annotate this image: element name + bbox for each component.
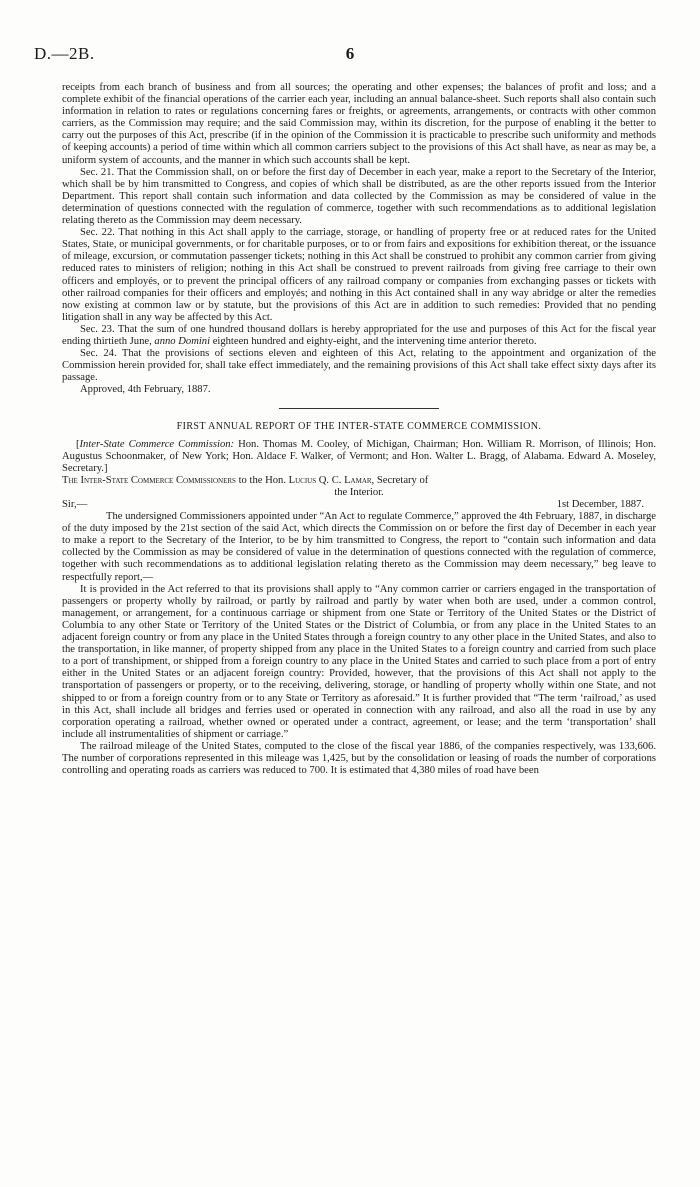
report-paragraph-2: It is provided in the Act referred to that its provisions shall apply to “Any common carrier or carriers engaged in the transportation of passengers or property wholly by railroad, or partly by railroad and partly by water when both are used, under a common control, management, or arrangement, for a continuous carriage or shipment from one State or Territory of the United States or the District of Columbia to any other State or Territory of the United States or the District of Columbia, or from any place in the United States to an adjacent foreign country or from any place in the United States through a foreign country to any other place in the United States, and also to the transportation, in like manner, of property shipped from any place in the United States to a foreign country and carried from such place to a port of transhipment, or shipped from a foreign country to any place in the United States and carried to such place from a port of entry either in the United States or an adjacent foreign country: Provided, however, that the provisions of this Act shall not apply to the transportation of passengers or property, or to the receiving, delivering, storage, or handling of property wholly within one State, and not shipped to or from a foreign country from or to any State or Territory as aforesaid.” It is further provided that “The term ‘railroad,’ as used in this Act, shall include all bridges and ferries used or operated in connection with any railroad, and also all the road in use by any corporation operating a railroad, whether owned or operated under a contract, agreement, or lease; and the term ‘transportation’ shall include all instrumentalities of shipment or carriage.” — [62, 583, 656, 740]
report-date: 1st December, 1887. — [556, 499, 644, 510]
report-paragraph-1: The undersigned Commissioners appointed under “An Act to regulate Commerce,” approved the 4th February, 1887, in discharge of the duty imposed by the 21st section of the said Act, which directs the Commission on or before the first day of December in each year to make a report to the Secretary of the Interior, to be by him transmitted to Congress, the report to “contain such information and data collected by the Commission as may be considered of value in the determination of questions connected with the regulation of commerce, together with such recommendations as to additional legislation relating thereto as the Commission may deem necessary,” beg leave to respectfully report,— — [62, 511, 656, 583]
address-from: The Inter-State Commerce Commissioners — [62, 474, 236, 486]
section-23-text-a: Sec. 23. That the sum of one hundred thousand dollars is hereby appropriated for the use and purposes of this Act for the fiscal year ending thirtieth June, — [62, 323, 656, 347]
document-body — [62, 82, 656, 777]
report-address — [62, 475, 656, 487]
section-21: Sec. 21. That the Commission shall, on or before the first day of December in each year, make a report to the Secretary of the Interior, which shall be by him transmitted to Congress, and copies of which shall be distributed, as are the other reports issued from the Interior Department. This report shall contain such information and data collected by the Commission as may be considered of value in the determination of questions connected with the regulation of commerce, together with such recommendations as to additional legislation relating thereto as the Commission may deem necessary. — [62, 166, 656, 227]
report-paragraph-3: The railroad mileage of the United States, computed to the close of the fiscal year 1886, of the companies respectively, was 133,606. The number of corporations represented in this mileage was 1,425, but by the consolidation or leasing of roads the number of corporations controlling and operating roads as carriers was reduced to 700. It is estimated that 4,380 miles of road have been — [62, 740, 656, 777]
continued-paragraph: receipts from each branch of business and from all sources; the operating and other expenses; the balances of profit and loss; and a complete exhibit of the financial operations of the carrier each year, including an annual balance-sheet. Such reports shall also contain such information in relation to rates or regulations concerning fares or freights, or agreements, arrangements, or contracts with other common carriers, as the Commission may require; and the said Commission may, within its discretion, for the purpose of enabling it the better to carry out the purposes of this Act, prescribe (if in the opinion of the Commission it is practicable to prescribe such uniformity and methods of keeping accounts) a period of time within which all common carriers subject to the provisions of this Act shall have, as near as may be, a uniform system of accounts, and the manner in which such accounts shall be kept. — [62, 82, 656, 166]
section-24: Sec. 24. That the provisions of sections eleven and eighteen of this Act, relating to the appointment and organization of the Commission herein provided for, shall take effect immediately, and the remaining provisions of this Act shall take effect sixty days after its passage. — [62, 348, 656, 384]
address-to-word: to the Hon. — [238, 474, 286, 486]
approval-line: Approved, 4th February, 1887. — [80, 384, 211, 396]
section-23 — [62, 324, 656, 348]
page-number: 6 — [345, 44, 355, 63]
section-23-italic: anno Domini — [154, 335, 211, 347]
report-title: FIRST ANNUAL REPORT OF THE INTER-STATE COMMERCE COMMISSION. — [176, 421, 542, 433]
address-line1-end: Secretary of — [376, 474, 429, 486]
document-reference: D.—2B. — [34, 44, 95, 63]
salutation-line — [62, 499, 656, 511]
commission-open-bracket: [ — [76, 438, 80, 450]
page-header — [34, 44, 666, 70]
address-name: Lucius Q. C. Lamar, — [288, 474, 375, 486]
commission-member-list: Hon. Thomas M. Cooley, of Michigan, Chairman; Hon. William R. Morrison, of Illinois; Hon. Augustus Schoonmaker, of New York; Hon. Aldace F. Walker, of Vermont; and Hon. Walter L. Bragg, of Alabama. Edward A. Moseley, Secretary.] — [62, 438, 656, 474]
salutation: Sir,— — [62, 499, 88, 510]
section-22: Sec. 22. That nothing in this Act shall apply to the carriage, storage, or handling of property free or at reduced rates for the United States, State, or municipal governments, or for charitable purposes, or to or from fairs and expositions for exhibition thereat, or the issuance of mileage, excursion, or commutation passenger tickets; nothing in this Act shall be construed to prohibit any common carrier from giving reduced rates to ministers of religion; nothing in this Act shall be construed to prevent railroads from giving free carriage to their own officers and employés, or to prevent the principal officers of any railroad company or companies from exchanging passes or tickets with other railroad companies for their officers and employés; and nothing in this Act contained shall in any way abridge or alter the remedies now existing at common law or by statute, but the provisions of this Act are in addition to such remedies: Provided that no pending litigation shall in any way be affected by this Act. — [62, 227, 656, 323]
commission-label: Inter-State Commerce Commission: — [79, 438, 235, 450]
commission-members — [62, 439, 656, 475]
section-23-text-b: eighteen hundred and eighty-eight, and the intervening time anterior thereto. — [212, 335, 537, 347]
section-divider — [279, 408, 439, 409]
address-line2: the Interior. — [334, 486, 384, 498]
